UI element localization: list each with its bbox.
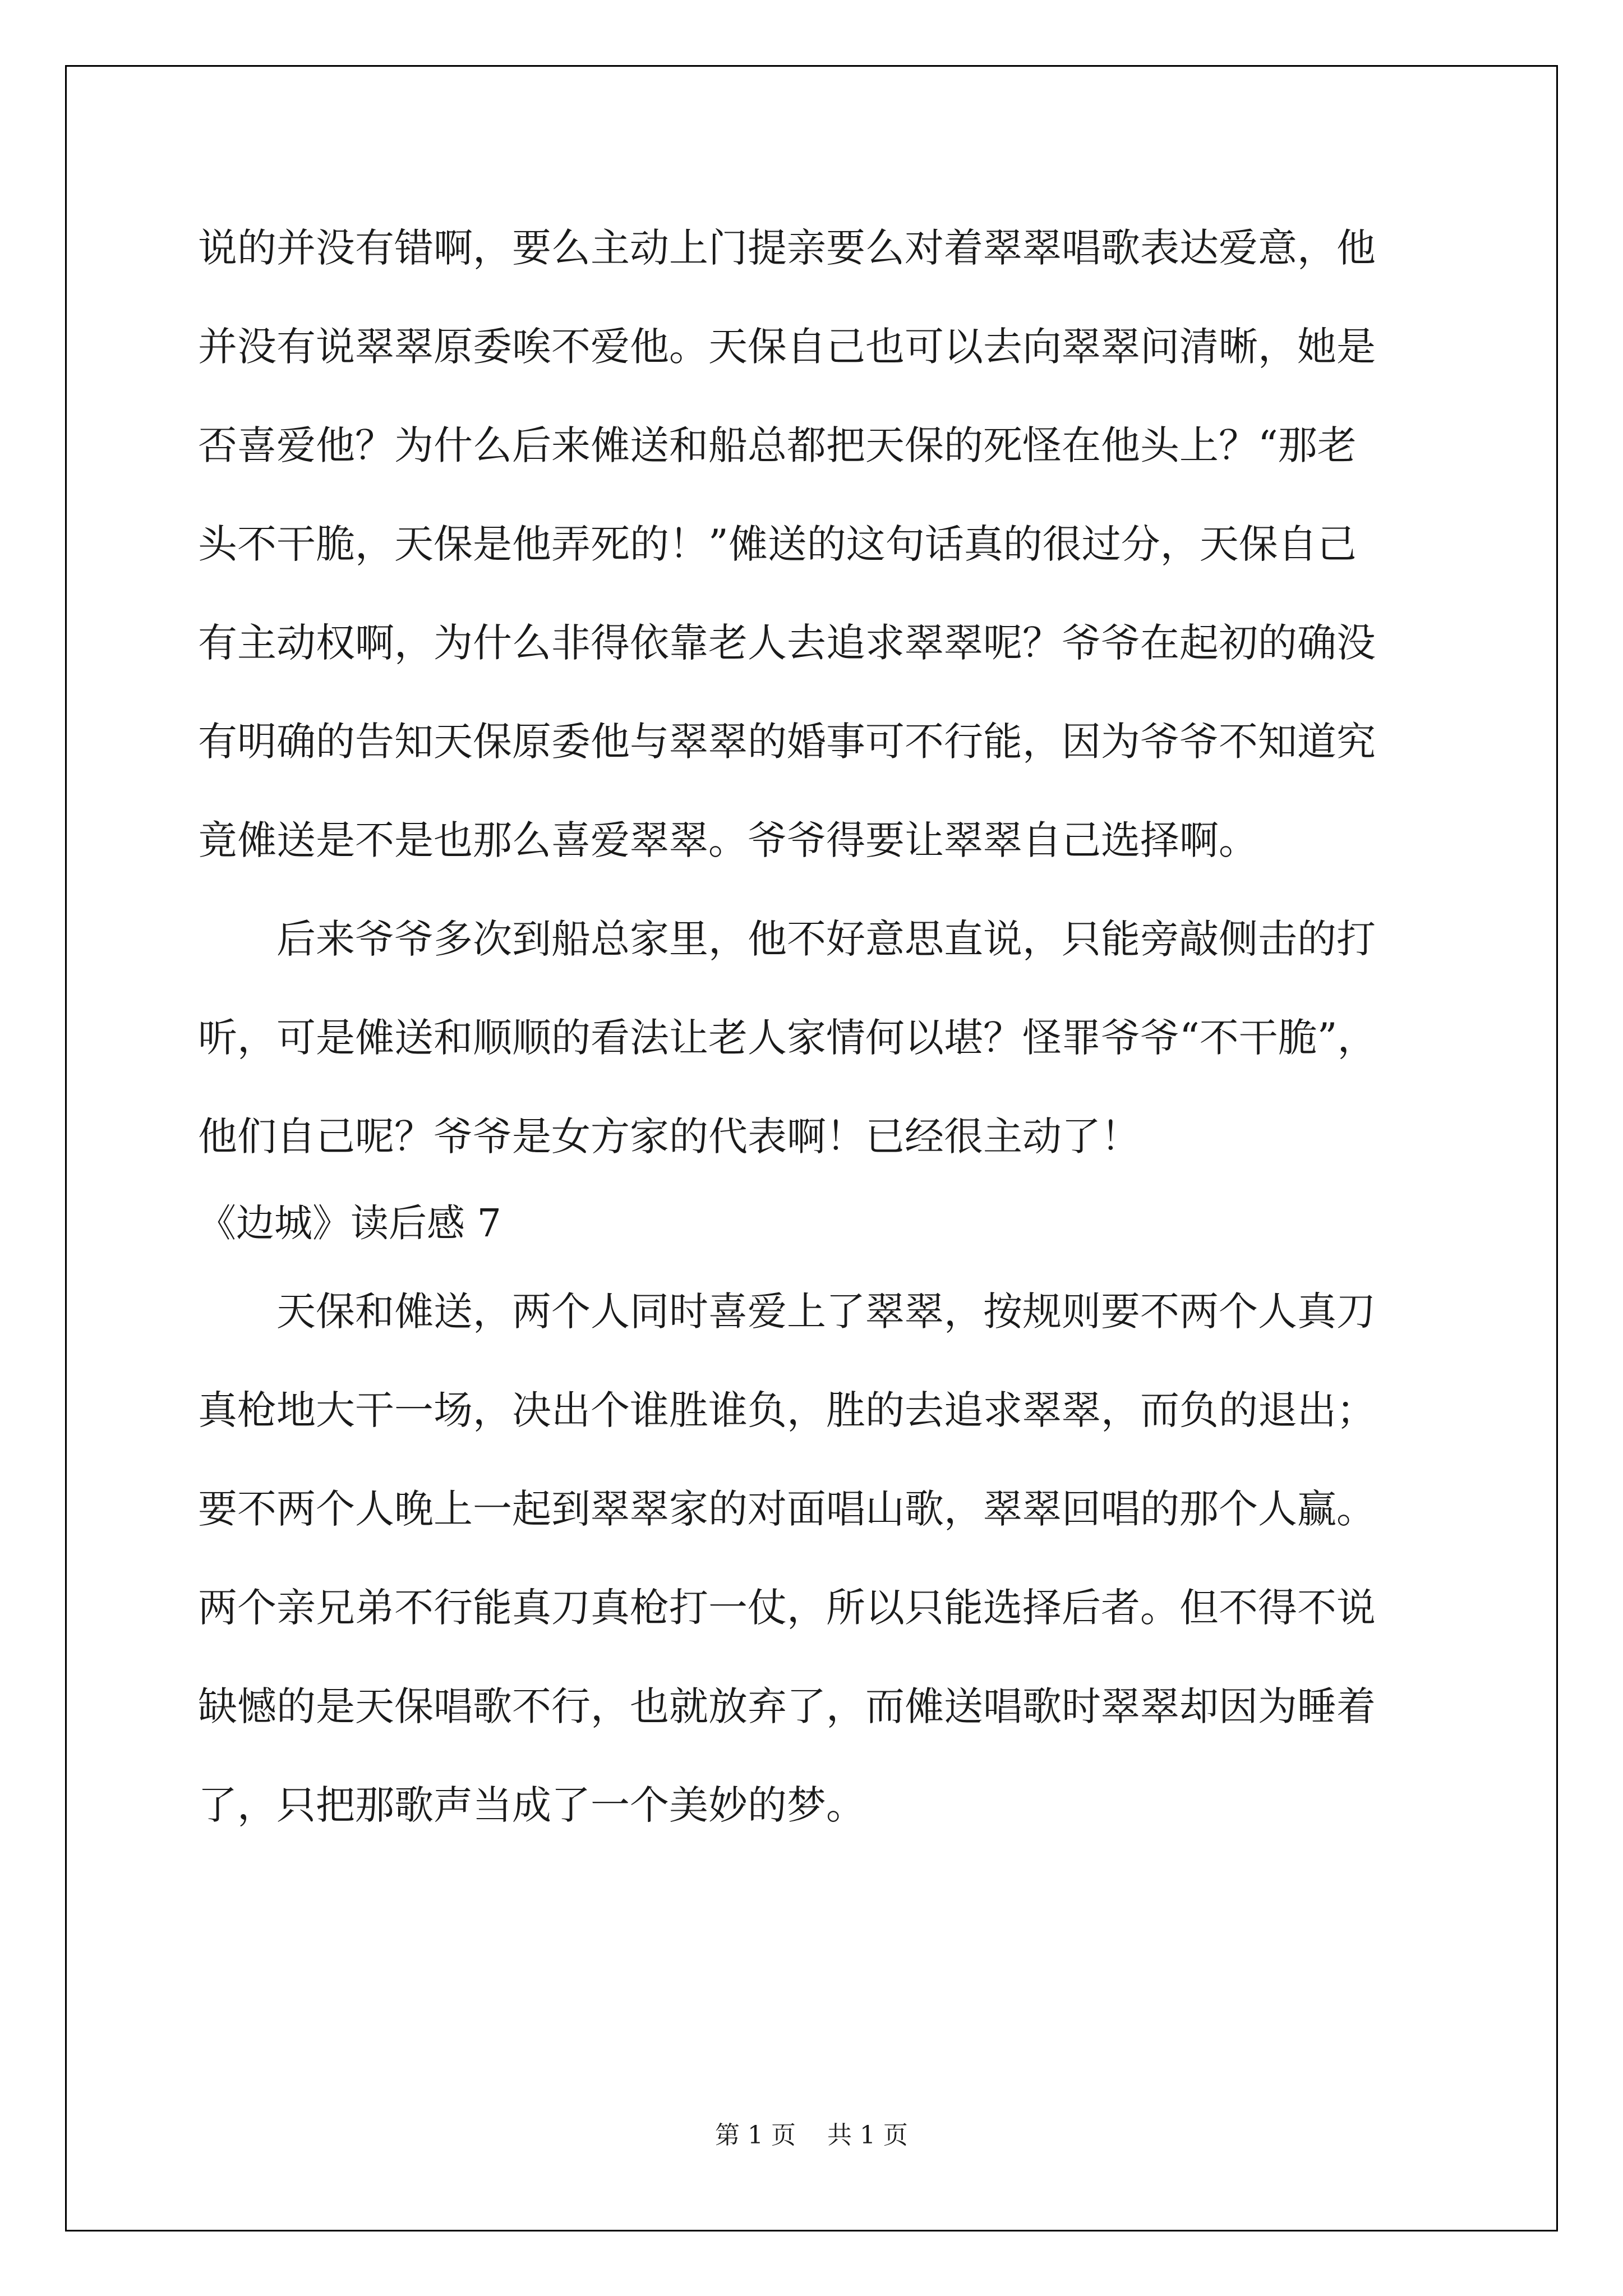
- text-line: 说的并没有错啊，要么主动上门提亲要么对着翠翠唱歌表达爱意，他: [198, 225, 1376, 271]
- paragraph-3: [198, 1282, 1432, 1834]
- document-body: [198, 219, 1432, 1875]
- text-line: 天保和傩送，两个人同时喜爱上了翠翠，按规则要不两个人真刀: [276, 1289, 1376, 1335]
- text-line: 两个亲兄弟不行能真刀真枪打一仗，所以只能选择后者。但不得不说: [198, 1585, 1376, 1631]
- text-line: 并没有说翠翠原委唉不爱他。天保自己也可以去向翠翠问清晰，她是: [198, 324, 1376, 370]
- text-line: 后来爷爷多次到船总家里，他不好意思直说，只能旁敲侧击的打: [276, 916, 1376, 962]
- text-line: 否喜爱他？为什么后来傩送和船总都把天保的死怪在他头上？“那老: [198, 422, 1357, 468]
- text-line: 头不干脆，天保是他弄死的！”傩送的这句话真的很过分，天保自己: [198, 521, 1357, 567]
- paragraph-2: [198, 910, 1432, 1166]
- text-line: 竟傩送是不是也那么喜爱翠翠。爷爷得要让翠翠自己选择啊。: [198, 817, 1258, 863]
- text-line: 他们自己呢？爷爷是女方家的代表啊！已经很主动了！: [198, 1114, 1140, 1159]
- page-footer: 第 1 页 共 1 页: [715, 2121, 908, 2150]
- text-line: 了，只把那歌声当成了一个美妙的梦。: [198, 1782, 865, 1828]
- text-line: 有明确的告知天保原委他与翠翠的婚事可不行能，因为爷爷不知道究: [198, 719, 1376, 765]
- section-heading: 《边城》读后感 7: [198, 1202, 501, 1246]
- text-line: 缺憾的是天保唱歌不行，也就放弃了，而傩送唱歌时翠翠却因为睡着: [198, 1683, 1376, 1729]
- paragraph-1: [198, 219, 1432, 869]
- text-line: 有主动权啊，为什么非得依靠老人去追求翠翠呢？爷爷在起初的确没: [198, 620, 1376, 666]
- text-line: 听，可是傩送和顺顺的看法让老人家情何以堪？怪罪爷爷“不干脆”，: [198, 1015, 1377, 1061]
- text-line: 真枪地大干一场，决出个谁胜谁负，胜的去追求翠翠，而负的退出；: [198, 1387, 1376, 1433]
- text-line: 要不两个人晚上一起到翠翠家的对面唱山歌，翠翠回唱的那个人赢。: [198, 1486, 1376, 1532]
